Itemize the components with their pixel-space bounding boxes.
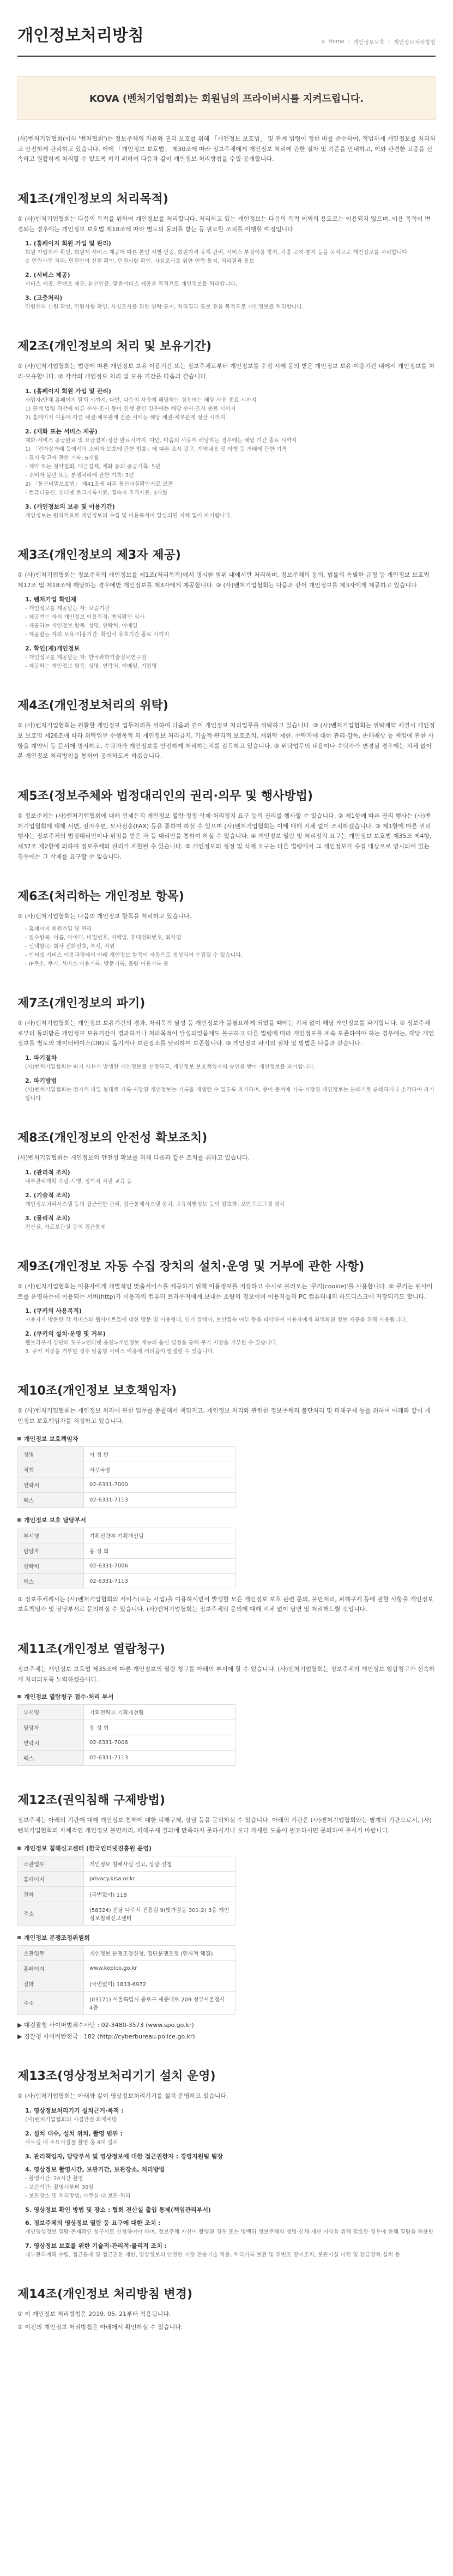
row-label: 주소 (18, 1902, 84, 1925)
officer-tables (17, 1434, 436, 1589)
section-access-request (17, 1640, 436, 1766)
row-label: 담당자 (18, 1720, 84, 1735)
table-title (17, 1434, 436, 1443)
table-title (17, 1844, 436, 1853)
policy-section (17, 887, 436, 969)
row-value: (국번없이) 1833-6972 (84, 1976, 235, 1991)
item-line: 회원 가입의사 확인, 회원제 서비스 제공에 따른 본인 식별·인증, 회원자격 유지·관리, 서비스 부정이용 방지, 각종 고지·통지 등을 목적으로 개인정보를 처리합니다. (25, 250, 409, 256)
item-heading: 2. (기술적 조치) (25, 1191, 70, 1199)
table-row (18, 1871, 235, 1886)
row-label: 연락처 (18, 1558, 84, 1573)
item-line: 사무실 내 주요시설물 촬영 총 4대 설치 (25, 2139, 118, 2146)
cctv-items (17, 2106, 436, 2260)
access-request-table (17, 1692, 436, 1766)
item-heading: 1. (홈페이지 회원 가입 및 관리) (25, 240, 111, 248)
item-line: - 선택항목: 회사 전화번호, 부서, 직위 (25, 944, 115, 950)
item-heading: 2. 확인(제)개인정보 (25, 645, 80, 653)
section-body: 정보주체는 개인정보 보호법 제35조에 따른 개인정보의 열람 청구를 아래의 부서에 할 수 있습니다. (사)벤처기업협회는 정보주체의 개인정보 열람청구가 신속하게 처리되도록 노력하겠습니다. (17, 1665, 435, 1683)
row-value: 02-6331-7113 (84, 1573, 235, 1589)
prosecutor-link[interactable]: ▶ 대검찰청 사이버범죄수사단 : 02-3480-3573 (www.spo.go.kr) (17, 2021, 194, 2029)
row-value: (국번없이) 118 (84, 1886, 235, 1902)
item-line: (사)벤처기업협회는 파기 사유가 발생한 개인정보를 선정하고, 개인정보 보호책임자의 승인을 받아 개인정보를 파기합니다. (25, 1064, 316, 1071)
table-row (18, 1528, 235, 1543)
row-label: 소관업무 (18, 1945, 84, 1960)
section-title: 제11조(개인정보 열람청구) (17, 1642, 165, 1656)
item-heading: 2. (재화 또는 서비스 제공) (25, 427, 98, 435)
row-value: 기획전략부 기획개선팀 (84, 1528, 235, 1543)
section-remedy (17, 1791, 436, 2042)
table-title (17, 1933, 436, 1942)
table-row (18, 1945, 235, 1960)
info-table (17, 1856, 235, 1926)
item-heading: 2. (서비스 제공) (25, 272, 70, 279)
section-title: 제12조(권익침해 구제방법) (17, 1794, 165, 1808)
row-value: 02-6331-7006 (84, 1558, 235, 1573)
row-label: 전화 (18, 1976, 84, 1991)
policy-section (17, 337, 436, 520)
breadcrumb-current: 개인정보처리방침 (393, 40, 436, 46)
row-label: 팩스 (18, 1492, 84, 1507)
section-extra: ② 이전의 개인정보 처리방침은 아래에서 확인하실 수 있습니다. (17, 2324, 183, 2331)
bullet-icon (17, 1847, 21, 1850)
table-row (18, 1477, 235, 1492)
section-title: 제13조(영상정보처리기기 설치 운영) (17, 2069, 216, 2083)
item-heading: 3. (개인정보의 보유 및 이용기간) (25, 503, 115, 510)
item-line: - 인터넷 서비스 이용과정에서 아래 개인정보 항목이 자동으로 생성되어 수집될 수 있습니다. (25, 952, 243, 959)
page-title: 개인정보처리방침 (17, 26, 144, 45)
row-value: privacy.kisa.or.kr (84, 1871, 235, 1886)
policy-section (17, 190, 436, 312)
breadcrumb-section[interactable]: 개인정보보호 (353, 40, 385, 46)
item-line: (사)벤처기업협회는 전자적 파일 형태로 기록·저장된 개인정보는 기록을 재생할 수 없도록 파기하며, 종이 문서에 기록·저장된 개인정보는 분쇄기로 분쇄하거나 소각하여 파기합니다. (25, 1087, 434, 1102)
item-line: 전산실, 자료보관실 등의 접근통제 (25, 1224, 106, 1230)
item-line: ② 민원사무 처리: 민원인의 신원 확인, 민원사항 확인, 사실조사를 위한 연락·통지, 처리결과 통보 (25, 258, 255, 265)
item-line: - 제공하는 개인정보 항목: 성명, 연락처, 이메일, 기업명 (25, 663, 157, 670)
item-line: 3. 쿠키 저장을 거부할 경우 맞춤형 서비스 이용에 어려움이 발생할 수 있습니다. (25, 1349, 215, 1355)
row-label: 주소 (18, 1991, 84, 2014)
policy-section (17, 1129, 436, 1232)
section-body: 정보주체는 아래의 기관에 대해 개인정보 침해에 대한 피해구제, 상담 등을 문의하실 수 있습니다. 아래의 기관은 (사)벤처기업협회와는 별개의 기관으로서, (사)벤처기업협회의 자체적인 개인정보 불만처리, 피해구제 결과에 만족하지 못하시거나 보다 자세한 도움이 필요하시면 문의하여 주시기 바랍니다. (17, 1817, 432, 1834)
row-label: 전화 (18, 1886, 84, 1902)
table-row (18, 1720, 235, 1735)
section-items (17, 239, 436, 312)
section-note: ② 정보주체께서는 (사)벤처기업협회의 서비스(또는 사업)을 이용하시면서 발생한 모든 개인정보 보호 관련 문의, 불만처리, 피해구제 등에 관한 사항을 개인정보 보호책임자 및 담당부서로 문의하실 수 있습니다. (사)벤처기업협회는 정보주체의 문의에 대해 지체 없이 답변 및 처리해드릴 것입니다. (17, 1595, 433, 1613)
table-row (18, 1886, 235, 1902)
item-heading: 3. (고충처리) (25, 294, 63, 302)
section-title: 제5조(정보주체와 법정대리인의 권리·의무 및 행사방법) (17, 789, 313, 803)
table-title (17, 1516, 436, 1524)
section-title: 제4조(개인정보처리의 위탁) (17, 699, 168, 713)
section-body: ① (사)벤처기업협회는 다음의 개인정보 항목을 처리하고 있습니다. (17, 913, 192, 920)
row-value: 02-6331-7113 (84, 1751, 235, 1766)
item-heading: 1. 영상정보처리기기 설치근거·목적 : (25, 2107, 124, 2114)
section-body: ① (사)벤처기업협회는 개인정보 보유기간의 경과, 처리목적 달성 등 개인정보가 불필요하게 되었을 때에는 지체 없이 해당 개인정보를 파기합니다. ② 정보주체로부터 동의받은 개인정보 보유기간이 경과하거나 처리목적이 달성되었음에도 불구하고 다른 법령에 따라 개인정보를 계속 보존하여야 하는 경우에는, 해당 개인정보를 별도의 데이터베이스(DB)로 옮기거나 보관장소를 달리하여 보존합니다. ③ 개인정보 파기의 절차 및 방법은 다음과 같습니다. (17, 1019, 434, 1047)
table-row (18, 1751, 235, 1766)
section-title: 제6조(처리하는 개인정보 항목) (17, 890, 184, 904)
item-line: - 소비자 불만 또는 분쟁처리에 관한 기록: 3년 (25, 472, 134, 479)
chevron-right-icon: › (388, 39, 390, 45)
item-line: 개인정보는 원칙적으로 개인정보의 수집 및 이용목적이 달성되면 지체 없이 파기합니다. (25, 512, 232, 519)
section-title: 제1조(개인정보의 처리목적) (17, 192, 168, 207)
item-line: 1) 「전자상거래 등에서의 소비자 보호에 관한 법률」에 따른 표시·광고, 계약내용 및 이행 등 거래에 관한 기록 (25, 446, 287, 453)
row-value: 개인정보 침해사실 신고, 상담 신청 (84, 1856, 235, 1871)
row-label: 부서명 (18, 1528, 84, 1543)
policy-section (17, 1257, 436, 1356)
section-body: ① (사)벤처기업협회는 개인정보 처리에 관한 업무를 총괄해서 책임지고, 개인정보 처리와 관련한 정보주체의 불만처리 및 피해구제 등을 위하여 아래와 같이 개인정보 보호책임자를 지정하고 있습니다. (17, 1407, 431, 1425)
policy-section (17, 696, 436, 762)
item-line: - 보관기간: 촬영시부터 30일 (25, 2184, 94, 2191)
table-title-text: 개인정보 분쟁조정위원회 (24, 1934, 90, 1941)
info-table (17, 1704, 235, 1766)
policy-section (17, 546, 436, 671)
section-privacy-officer (17, 1381, 436, 1615)
section-body: ① (사)벤처기업협회는 법령에 따른 개인정보 보유·이용기간 또는 정보주체로부터 개인정보를 수집 시에 동의 받은 개인정보 보유·이용기간 내에서 개인정보를 처리·보유합니다. ② 각각의 개인정보 처리 및 보유 기간은 다음과 같습니다. (17, 363, 434, 381)
row-value: 기획전략부 기획개선팀 (84, 1705, 235, 1720)
row-value: 사무국장 (84, 1462, 235, 1477)
row-value: www.kopico.go.kr (84, 1960, 235, 1976)
policy-sections (0, 190, 453, 1356)
section-title: 제7조(개인정보의 파기) (17, 997, 146, 1011)
row-label: 직책 (18, 1462, 84, 1477)
section-body: ① (사)벤처기업협회는 다음의 목적을 위하여 개인정보를 처리합니다. 처리하고 있는 개인정보는 다음의 목적 이외의 용도로는 이용되지 않으며, 이용 목적이 변경되는 경우에는 개인정보 보호법 제18조에 따라 별도의 동의를 받는 등 필요한 조치를 이행할 예정입니다. (17, 215, 431, 233)
section-body: ① (사)벤처기업협회는 아래와 같이 영상정보처리기기를 설치·운영하고 있습니다. (17, 2092, 228, 2100)
bullet-icon (17, 1437, 21, 1440)
privacy-banner: KOVA (벤처기업협회)는 회원님의 프라이버시를 지켜드립니다. (17, 76, 436, 120)
row-value: 02-6331-7006 (84, 1735, 235, 1751)
bullet-icon (17, 1518, 21, 1522)
item-line: - 홈페이지 회원가입 및 관리 (25, 926, 92, 933)
row-value: 02-6331-7000 (84, 1477, 235, 1492)
section-cctv (17, 2067, 436, 2260)
item-line: 민원인의 신원 확인, 민원사항 확인, 사실조사를 위한 연락·통지, 처리결과 통보 등을 목적으로 개인정보를 처리합니다. (25, 304, 304, 311)
item-heading: 2. 설치 대수, 설치 위치, 촬영 범위 : (25, 2129, 123, 2137)
section-title: 제10조(개인정보 보호책임자) (17, 1384, 177, 1398)
item-heading: 2. 파기방법 (25, 1077, 57, 1085)
header (0, 0, 453, 46)
item-line: 재화·서비스 공급완료 및 요금결제·정산 완료시까지. 다만, 다음의 사유에 해당하는 경우에는 해당 기간 종료 시까지 (25, 437, 297, 444)
item-line: 2) 홈페이지 이용에 따른 채권·채무관계 잔존 시에는 해당 채권·채무관계 정산 시까지 (25, 414, 226, 421)
section-items (17, 1168, 436, 1232)
item-line: 내부관리계획 수립·시행, 정기적 직원 교육 등 (25, 1178, 132, 1185)
table-row (18, 1705, 235, 1720)
page-footer-space (0, 2336, 453, 2369)
row-value: 이 정 민 (84, 1446, 235, 1462)
table-title-text: 개인정보 보호 담당부서 (24, 1516, 86, 1524)
table-row (18, 1976, 235, 1991)
police-link[interactable]: ▶ 경찰청 사이버안전국 : 182 (http://cyberbureau.police.go.kr) (17, 2033, 195, 2041)
bullet-icon (17, 1695, 21, 1698)
item-heading: 1. (관리적 조치) (25, 1168, 70, 1176)
item-line: (사)벤처기업협회의 시설안전·화재예방 (25, 2116, 117, 2123)
item-line: - 컴퓨터통신, 인터넷 로그기록자료, 접속지 추적자료: 3개월 (25, 490, 167, 496)
item-line: - 개인정보를 제공받는 자: 보증기관 (25, 606, 110, 612)
table-row (18, 1902, 235, 1925)
intro-text: (사)벤처기업협회(이하 '벤처협회')는 정보주체의 자유와 권리 보호를 위해 「개인정보 보호법」 및 관계 법령이 정한 바를 준수하여, 적법하게 개인정보를 처리하고 안전하게 관리하고 있습니다. 이에 「개인정보 보호법」 제30조에 따라 정보주체에게 개인정보 처리에 관한 절차 및 기준을 안내하고, 이와 관련한 고충을 신속하고 원활하게 처리할 수 있도록 하기 위하여 다음과 같이 개인정보 처리방침을 수립·공개합니다. (17, 135, 436, 163)
section-title: 제2조(개인정보의 처리 및 보유기간) (17, 340, 212, 354)
table-row (18, 1446, 235, 1462)
item-heading: 1. (홈페이지 회원 가입 및 관리) (25, 387, 111, 395)
row-label: 성명 (18, 1446, 84, 1462)
breadcrumb-home[interactable]: Home (328, 39, 345, 45)
table-title-text: 개인정보 침해신고센터 (한국인터넷진흥원 운영) (24, 1844, 152, 1852)
remedy-tables (17, 1844, 436, 2015)
row-value: 용 성 희 (84, 1543, 235, 1558)
row-label: 연락처 (18, 1477, 84, 1492)
item-line: - 촬영시간: 24시간 촬영 (25, 2175, 83, 2182)
info-table (17, 1945, 235, 2015)
item-line: 1) 관계 법령 위반에 따른 수사·조사 등이 진행 중인 경우에는 해당 수사·조사 종료 시까지 (25, 406, 236, 412)
row-label: 홈페이지 (18, 1871, 84, 1886)
table-title-text: 개인정보 열람청구 접수·처리 부서 (24, 1693, 114, 1701)
item-heading: 5. 영상정보 확인 방법 및 장소 : 협회 전산실 출입 통제(책임관리부서) (25, 2206, 211, 2213)
item-line: - 제공하는 개인정보 항목: 성명, 연락처, 이메일 (25, 623, 138, 630)
section-body: ① 정보주체는 (사)벤처기업협회에 대해 언제든지 개인정보 열람·정정·삭제·처리정지 요구 등의 권리를 행사할 수 있습니다. ② 제1항에 따른 권리 행사는 (사)벤처기업협회에 대해 서면, 전자우편, 모사전송(FAX) 등을 통하여 하실 수 있으며 (사)벤처기업협회는 이에 대해 지체 없이 조치하겠습니다. ③ 제1항에 따른 권리 행사는 정보주체의 법정대리인이나 위임을 받은 자 등 대리인을 통하여 하실 수 있습니다. ④ 개인정보 열람 및 처리정지 요구는 개인정보 보호법 제35조 제4항, 제37조 제2항에 의하여 정보주체의 권리가 제한될 수 있습니다. ⑤ 개인정보의 정정 및 삭제 요구는 다른 법령에서 그 개인정보가 수집 대상으로 명시되어 있는 경우에는 그 삭제를 요구할 수 없습니다. (17, 812, 432, 860)
title-divider (17, 56, 436, 57)
row-label: 부서명 (18, 1705, 84, 1720)
section-body: (사)벤처기업협회는 개인정보의 안전성 확보를 위해 다음과 같은 조치를 취하고 있습니다. (17, 1154, 250, 1162)
item-heading: 2. (쿠키의 설치·운영 및 거부) (25, 1330, 106, 1338)
section-body: ① (사)벤처기업협회는 원활한 개인정보 업무처리를 위하여 다음과 같이 개인정보 처리업무를 위탁하고 있습니다. ② (사)벤처기업협회는 위탁계약 체결시 개인정보 보호법 제26조에 따라 위탁업무 수행목적 외 개인정보 처리금지, 기술적·관리적 보호조치, 재위탁 제한, 수탁자에 대한 관리·감독, 손해배상 등 책임에 관한 사항을 계약서 등 문서에 명시하고, 수탁자가 개인정보를 안전하게 처리하는지를 감독하고 있습니다. ③ 위탁업무의 내용이나 수탁자가 변경될 경우에는 지체 없이 본 개인정보 처리방침을 통하여 공개하도록 하겠습니다. (17, 722, 435, 760)
table-row (18, 1991, 235, 2014)
item-line: - 필수항목: 이름, 아이디, 비밀번호, 이메일, 휴대전화번호, 회사명 (25, 935, 182, 942)
table-row (18, 1960, 235, 1976)
section-items (17, 387, 436, 521)
section-body: ① (사)벤처기업협회는 정보주체의 개인정보를 제1조(처리목적)에서 명시한 범위 내에서만 처리하며, 정보주체의 동의, 법률의 특별한 규정 등 개인정보 보호법 제17조 및 제18조에 해당하는 경우에만 개인정보를 제3자에게 제공합니다. ② (사)벤처기업협회는 다음과 같이 개인정보를 제3자에게 제공하고 있습니다. (17, 571, 430, 589)
row-label: 담당자 (18, 1543, 84, 1558)
item-line: - 개인정보를 제공받는 자: 한국과학기술정보연구원 (25, 655, 147, 661)
item-line: - 계약 또는 청약철회, 대금결제, 재화 등의 공급기록: 5년 (25, 463, 160, 470)
item-heading: 4. 영상정보 촬영시간, 보관기간, 보관장소, 처리방법 (25, 2165, 165, 2173)
item-line: - 보관장소 및 처리방법: 사무실 내 보관·처리 (25, 2193, 131, 2199)
item-line: - 제공받는 자의 개인정보 이용목적: 벤처확인 심사 (25, 614, 145, 621)
section-body: ① (사)벤처기업협회는 이용자에게 개별적인 맞춤서비스를 제공하기 위해 이용정보를 저장하고 수시로 불러오는 '쿠키(cookie)'를 사용합니다. ② 쿠키는 웹사이트를 운영하는데 이용되는 서버(http)가 이용자의 컴퓨터 브라우저에게 보내는 소량의 정보이며 이용자들의 PC 컴퓨터내의 하드디스크에 저장되기도 합니다. (17, 1282, 433, 1300)
section-title: 제14조(개인정보 처리방침 변경) (17, 2287, 193, 2301)
row-label: 연락처 (18, 1735, 84, 1751)
table-row (18, 1462, 235, 1477)
table-row (18, 1558, 235, 1573)
section-items (17, 595, 436, 671)
row-value: 02-6331-7113 (84, 1492, 235, 1507)
row-value: 용 성 희 (84, 1720, 235, 1735)
item-heading: 6. 정보주체의 영상정보 열람 등 요구에 대한 조치 : (25, 2219, 161, 2227)
section-title: 제9조(개인정보 자동 수집 장치의 설치·운영 및 거부에 관한 사항) (17, 1259, 365, 1274)
row-label: 팩스 (18, 1573, 84, 1589)
item-line: 개인영상정보 열람·존재확인 청구서로 신청하여야 하며, 정보주체 자신이 촬영된 경우 또는 명백히 정보주체의 생명·신체·재산 이익을 위해 필요한 경우에 한해 열람을 허용함 (25, 2229, 434, 2235)
section-items (17, 1306, 436, 1356)
table-row (18, 1492, 235, 1507)
section-body: ① 이 개인정보 처리방침은 2019. 05. 21부터 적용됩니다. (17, 2310, 171, 2318)
item-heading: 1. (쿠키의 사용목적) (25, 1307, 82, 1315)
item-line: 사업자/단체 홈페이지 탈퇴 시까지. 다만, 다음의 사유에 해당하는 경우에는 해당 사유 종료 시까지 (25, 397, 257, 403)
table-title-text: 개인정보 보호책임자 (24, 1435, 78, 1443)
table-row (18, 1735, 235, 1751)
item-line: - 표시·광고에 관한 기록: 6개월 (25, 455, 99, 461)
item-line: 2) 「통신비밀보호법」 제41조에 따른 통신사실확인자료 보관 (25, 481, 173, 487)
home-icon[interactable]: ⌂ (321, 39, 325, 45)
item-line: 개인정보처리시스템 등의 접근권한 관리, 접근통제시스템 설치, 고유식별정보 등의 암호화, 보안프로그램 설치 (25, 1201, 285, 1208)
bullet-icon (17, 1936, 21, 1939)
policy-section (17, 994, 436, 1103)
section-policy-change (17, 2285, 436, 2333)
item-heading: 7. 영상정보 보호를 위한 기술적·관리적·물리적 조치 : (25, 2242, 167, 2249)
item-line: - IP주소, 쿠키, 서비스 이용기록, 방문기록, 불량 이용기록 등 (25, 961, 169, 968)
item-line: 내부관리계획 수립, 접근통제 및 접근권한 제한, 영상정보의 안전한 저장·전송기술 적용, 처리기록 보관 및 위변조 방지조치, 보관시설 마련 및 잠금장치 설치 등 (25, 2252, 401, 2258)
row-value: (03171) 서울특별시 종로구 세종대로 209 정부서울청사 4층 (84, 1991, 235, 2014)
table-row (18, 1573, 235, 1589)
item-heading: 1. 파기절차 (25, 1054, 57, 1062)
info-table (17, 1446, 235, 1508)
item-line: - 제공받는 자의 보유·이용기간: 확인서 유효기간 종료 시까지 (25, 632, 170, 638)
section-title: 제8조(개인정보의 안전성 확보조치) (17, 1131, 208, 1145)
row-label: 홈페이지 (18, 1960, 84, 1976)
row-value: (58324) 전남 나주시 진흥길 9(빛가람동 301-2) 3층 개인정보침해신고센터 (84, 1902, 235, 1925)
item-line: 서비스 제공, 콘텐츠 제공, 본인인증, 맞춤서비스 제공을 목적으로 개인정보를 처리합니다. (25, 281, 238, 288)
row-label: 소관업무 (18, 1856, 84, 1871)
table-row (18, 1543, 235, 1558)
item-heading: 3. (물리적 조치) (25, 1214, 70, 1222)
item-heading: 3. 관리책임자, 담당부서 및 영상정보에 대한 접근권한자 : 경영지원팀 팀장 (25, 2152, 224, 2160)
table-title (17, 1692, 436, 1701)
section-items (17, 1053, 436, 1103)
item-heading: 1. 벤처기업 확인제 (25, 596, 76, 604)
item-line: 이용자가 방문한 각 서비스와 웹사이트들에 대한 방문 및 이용형태, 인기 검색어, 보안접속 여부 등을 파악하여 이용자에게 최적화된 정보 제공을 위해 사용됩니다. (25, 1317, 408, 1324)
section-title: 제3조(개인정보의 제3자 제공) (17, 548, 181, 562)
row-value: 개인정보 분쟁조정신청, 집단분쟁조정 (민사적 해결) (84, 1945, 235, 1960)
row-label: 팩스 (18, 1751, 84, 1766)
info-table (17, 1528, 235, 1589)
breadcrumb (322, 38, 436, 46)
table-row (18, 1856, 235, 1871)
policy-section (17, 787, 436, 862)
chevron-right-icon: › (347, 39, 350, 45)
item-line: 웹브라우저 상단의 도구>인터넷 옵션>개인정보 메뉴의 옵션 설정을 통해 쿠키 저장을 거부할 수 있습니다. (25, 1340, 278, 1347)
section-items (17, 925, 436, 969)
